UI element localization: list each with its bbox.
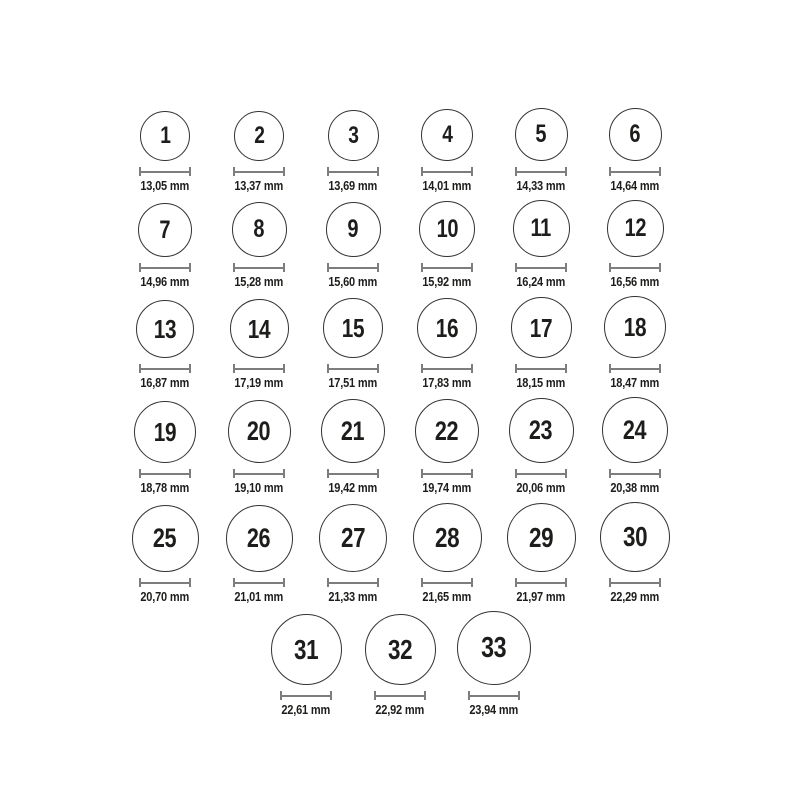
measure-tick-right-icon — [471, 167, 473, 176]
ring-circle — [421, 109, 473, 161]
measure-line-bar — [233, 368, 285, 370]
ring-size-number: 19 — [153, 417, 177, 447]
diameter-label: 14,33 mm — [516, 179, 566, 193]
diameter-label: 13,05 mm — [140, 179, 190, 193]
measure-line-bar — [515, 267, 567, 269]
ring-size-number: 28 — [434, 521, 460, 553]
ring-circle — [419, 201, 475, 257]
ring-size-number: 8 — [253, 215, 265, 243]
ring-size-number: 2 — [253, 122, 265, 149]
ring-size-cell — [212, 505, 306, 604]
diameter-label: 14,96 mm — [140, 275, 190, 289]
diameter-label: 15,60 mm — [328, 275, 378, 289]
measure-tick-right-icon — [565, 469, 567, 478]
diameter-label: 22,29 mm — [610, 590, 660, 604]
ring-size-cell — [212, 202, 306, 289]
ring-size-number: 21 — [341, 415, 365, 446]
diameter-label: 20,06 mm — [516, 481, 566, 495]
ring-size-number: 5 — [535, 120, 547, 148]
diameter-label: 21,33 mm — [328, 590, 378, 604]
measure-tick-right-icon — [659, 167, 661, 176]
ring-size-number: 32 — [387, 633, 413, 665]
measure-line-bar — [327, 582, 379, 584]
measure-tick-right-icon — [424, 691, 426, 700]
measure-tick-right-icon — [189, 263, 191, 272]
ring-size-cell — [494, 398, 588, 495]
diameter-measure-line — [327, 167, 379, 176]
ring-circle — [509, 398, 574, 463]
measure-tick-right-icon — [283, 167, 285, 176]
diameter-measure-line — [421, 469, 473, 478]
ring-size-cell — [494, 108, 588, 193]
measure-tick-right-icon — [330, 691, 332, 700]
measure-line-bar — [233, 171, 285, 173]
ring-size-number: 7 — [159, 215, 171, 244]
diameter-measure-line — [609, 364, 661, 373]
ring-circle — [609, 108, 662, 161]
ring-size-number: 26 — [247, 523, 271, 553]
diameter-label: 17,19 mm — [234, 376, 284, 390]
chart-row — [118, 502, 682, 604]
ring-size-cell — [400, 201, 494, 289]
measure-line-bar — [327, 267, 379, 269]
diameter-label: 16,87 mm — [140, 376, 190, 390]
ring-size-cell — [306, 399, 400, 495]
ring-size-cell — [400, 399, 494, 495]
ring-size-cell — [588, 502, 682, 604]
measure-tick-right-icon — [377, 167, 379, 176]
ring-size-cell — [118, 203, 212, 289]
measure-line-bar — [327, 368, 379, 370]
ring-size-cell — [400, 109, 494, 193]
diameter-measure-line — [609, 578, 661, 587]
diameter-label: 23,94 mm — [469, 703, 519, 717]
ring-circle — [228, 400, 291, 463]
diameter-label: 19,10 mm — [234, 481, 284, 495]
diameter-measure-line — [515, 364, 567, 373]
measure-line-bar — [515, 473, 567, 475]
measure-line-bar — [233, 267, 285, 269]
ring-circle — [607, 200, 664, 257]
measure-line-bar — [280, 695, 332, 697]
measure-line-bar — [139, 171, 191, 173]
ring-size-number: 31 — [293, 633, 319, 665]
ring-size-number: 14 — [247, 313, 271, 344]
ring-size-number: 29 — [528, 521, 554, 553]
ring-circle — [511, 297, 572, 358]
measure-tick-right-icon — [565, 578, 567, 587]
diameter-measure-line — [421, 167, 473, 176]
diameter-measure-line — [421, 263, 473, 272]
ring-size-cell — [212, 299, 306, 390]
diameter-measure-line — [515, 469, 567, 478]
measure-tick-right-icon — [471, 469, 473, 478]
ring-size-cell — [494, 297, 588, 390]
ring-circle — [604, 296, 666, 358]
diameter-measure-line — [515, 263, 567, 272]
diameter-measure-line — [139, 469, 191, 478]
measure-line-bar — [139, 368, 191, 370]
ring-size-number: 11 — [530, 214, 552, 242]
ring-circle — [602, 397, 668, 463]
diameter-measure-line — [139, 578, 191, 587]
ring-circle — [232, 202, 287, 257]
measure-tick-right-icon — [518, 691, 520, 700]
ring-size-number: 6 — [629, 120, 641, 148]
ring-size-number: 15 — [341, 313, 365, 343]
diameter-label: 19,42 mm — [328, 481, 378, 495]
diameter-label: 16,56 mm — [610, 275, 660, 289]
measure-tick-right-icon — [565, 364, 567, 373]
ring-size-number: 25 — [153, 523, 177, 553]
ring-size-cell — [447, 611, 541, 717]
measure-line-bar — [139, 473, 191, 475]
diameter-label: 17,83 mm — [422, 376, 472, 390]
ring-size-number: 3 — [347, 121, 359, 149]
diameter-measure-line — [139, 167, 191, 176]
measure-tick-right-icon — [565, 167, 567, 176]
ring-size-cell — [494, 200, 588, 289]
ring-size-cell — [306, 202, 400, 289]
measure-tick-right-icon — [189, 469, 191, 478]
ring-circle — [234, 111, 284, 161]
ring-size-cell — [353, 614, 447, 717]
measure-tick-right-icon — [283, 263, 285, 272]
measure-tick-right-icon — [377, 578, 379, 587]
measure-line-bar — [327, 171, 379, 173]
measure-line-bar — [139, 582, 191, 584]
ring-size-cell — [400, 298, 494, 390]
diameter-measure-line — [515, 578, 567, 587]
ring-circle — [415, 399, 479, 463]
ring-circle — [138, 203, 192, 257]
diameter-measure-line — [609, 263, 661, 272]
ring-circle — [132, 505, 199, 572]
ring-circle — [321, 399, 385, 463]
measure-line-bar — [515, 368, 567, 370]
ring-size-number: 33 — [481, 631, 507, 664]
diameter-measure-line — [327, 263, 379, 272]
measure-line-bar — [609, 473, 661, 475]
ring-circle — [326, 202, 381, 257]
ring-circle — [140, 111, 190, 161]
diameter-label: 18,78 mm — [140, 481, 190, 495]
measure-tick-right-icon — [283, 469, 285, 478]
ring-size-number: 23 — [529, 415, 553, 445]
measure-tick-right-icon — [659, 263, 661, 272]
diameter-label: 21,65 mm — [422, 590, 472, 604]
ring-size-cell — [588, 296, 682, 390]
ring-size-cell — [212, 111, 306, 193]
diameter-label: 14,64 mm — [610, 179, 660, 193]
ring-size-cell — [118, 505, 212, 604]
diameter-measure-line — [139, 263, 191, 272]
chart-row — [118, 200, 682, 289]
diameter-measure-line — [421, 578, 473, 587]
measure-line-bar — [374, 695, 426, 697]
diameter-measure-line — [233, 578, 285, 587]
measure-tick-right-icon — [377, 469, 379, 478]
ring-size-cell — [588, 397, 682, 495]
diameter-label: 20,70 mm — [140, 590, 190, 604]
measure-line-bar — [609, 368, 661, 370]
ring-circle — [457, 611, 531, 685]
measure-tick-right-icon — [283, 364, 285, 373]
ring-size-number: 24 — [623, 414, 647, 445]
diameter-measure-line — [280, 691, 332, 700]
ring-size-cell — [212, 400, 306, 495]
measure-line-bar — [515, 171, 567, 173]
ring-circle — [328, 110, 379, 161]
measure-line-bar — [327, 473, 379, 475]
ring-size-number: 10 — [436, 214, 458, 243]
ring-circle — [230, 299, 289, 358]
measure-line-bar — [233, 473, 285, 475]
ring-circle — [600, 502, 670, 572]
diameter-measure-line — [327, 469, 379, 478]
measure-line-bar — [468, 695, 520, 697]
measure-tick-right-icon — [659, 578, 661, 587]
measure-tick-right-icon — [189, 167, 191, 176]
diameter-measure-line — [233, 364, 285, 373]
diameter-measure-line — [374, 691, 426, 700]
diameter-measure-line — [139, 364, 191, 373]
measure-tick-right-icon — [471, 263, 473, 272]
measure-line-bar — [421, 171, 473, 173]
diameter-label: 22,61 mm — [281, 703, 331, 717]
ring-size-number: 9 — [347, 215, 359, 243]
diameter-label: 18,47 mm — [610, 376, 660, 390]
ring-size-number: 1 — [159, 122, 171, 149]
ring-circle — [417, 298, 477, 358]
diameter-measure-line — [327, 578, 379, 587]
ring-circle — [136, 300, 194, 358]
measure-line-bar — [421, 368, 473, 370]
diameter-label: 22,92 mm — [375, 703, 425, 717]
ring-size-cell — [306, 298, 400, 390]
measure-tick-right-icon — [471, 364, 473, 373]
diameter-measure-line — [421, 364, 473, 373]
measure-tick-right-icon — [377, 263, 379, 272]
measure-line-bar — [139, 267, 191, 269]
diameter-measure-line — [233, 167, 285, 176]
ring-circle — [507, 503, 576, 572]
diameter-label: 21,01 mm — [234, 590, 284, 604]
ring-size-cell — [306, 110, 400, 193]
diameter-measure-line — [233, 263, 285, 272]
diameter-label: 18,15 mm — [516, 376, 566, 390]
ring-size-cell — [588, 200, 682, 289]
measure-tick-right-icon — [283, 578, 285, 587]
ring-circle — [515, 108, 568, 161]
ring-circle — [365, 614, 436, 685]
diameter-measure-line — [233, 469, 285, 478]
measure-line-bar — [421, 473, 473, 475]
measure-tick-right-icon — [377, 364, 379, 373]
ring-size-number: 18 — [623, 312, 647, 342]
measure-tick-right-icon — [659, 469, 661, 478]
ring-size-number: 22 — [435, 415, 459, 446]
diameter-label: 20,38 mm — [610, 481, 660, 495]
measure-line-bar — [609, 171, 661, 173]
measure-line-bar — [609, 267, 661, 269]
ring-circle — [319, 504, 387, 572]
diameter-label: 13,37 mm — [234, 179, 284, 193]
ring-size-number: 12 — [624, 214, 646, 242]
ring-size-cell — [494, 503, 588, 604]
diameter-label: 17,51 mm — [328, 376, 378, 390]
ring-circle — [271, 614, 342, 685]
diameter-label: 15,92 mm — [422, 275, 472, 289]
chart-row — [118, 108, 682, 193]
ring-size-number: 13 — [153, 314, 177, 344]
chart-row — [118, 296, 682, 390]
diameter-measure-line — [515, 167, 567, 176]
ring-size-cell — [118, 111, 212, 193]
measure-tick-right-icon — [189, 578, 191, 587]
measure-tick-right-icon — [659, 364, 661, 373]
ring-size-number: 20 — [247, 416, 271, 446]
ring-circle — [226, 505, 293, 572]
ring-size-cell — [118, 300, 212, 390]
diameter-measure-line — [609, 469, 661, 478]
ring-size-number: 27 — [340, 522, 366, 553]
diameter-label: 15,28 mm — [234, 275, 284, 289]
measure-line-bar — [421, 582, 473, 584]
ring-size-cell — [259, 614, 353, 717]
measure-line-bar — [609, 582, 661, 584]
ring-size-cell — [118, 401, 212, 495]
diameter-label: 13,69 mm — [328, 179, 378, 193]
measure-line-bar — [233, 582, 285, 584]
ring-circle — [323, 298, 383, 358]
diameter-measure-line — [609, 167, 661, 176]
ring-circle — [413, 503, 482, 572]
ring-circle — [513, 200, 570, 257]
diameter-label: 14,01 mm — [422, 179, 472, 193]
ring-size-number: 30 — [622, 521, 648, 552]
measure-tick-right-icon — [189, 364, 191, 373]
measure-tick-right-icon — [471, 578, 473, 587]
measure-line-bar — [421, 267, 473, 269]
diameter-label: 21,97 mm — [516, 590, 566, 604]
diameter-measure-line — [468, 691, 520, 700]
ring-size-number: 16 — [435, 313, 459, 343]
ring-circle — [134, 401, 196, 463]
measure-tick-right-icon — [565, 263, 567, 272]
chart-row — [259, 611, 541, 717]
ring-size-cell — [400, 503, 494, 604]
chart-row — [118, 397, 682, 495]
measure-line-bar — [515, 582, 567, 584]
ring-size-number: 17 — [529, 312, 553, 343]
ring-size-cell — [306, 504, 400, 604]
diameter-label: 16,24 mm — [516, 275, 566, 289]
ring-size-number: 4 — [441, 121, 453, 148]
diameter-label: 19,74 mm — [422, 481, 472, 495]
ring-size-cell — [588, 108, 682, 193]
diameter-measure-line — [327, 364, 379, 373]
